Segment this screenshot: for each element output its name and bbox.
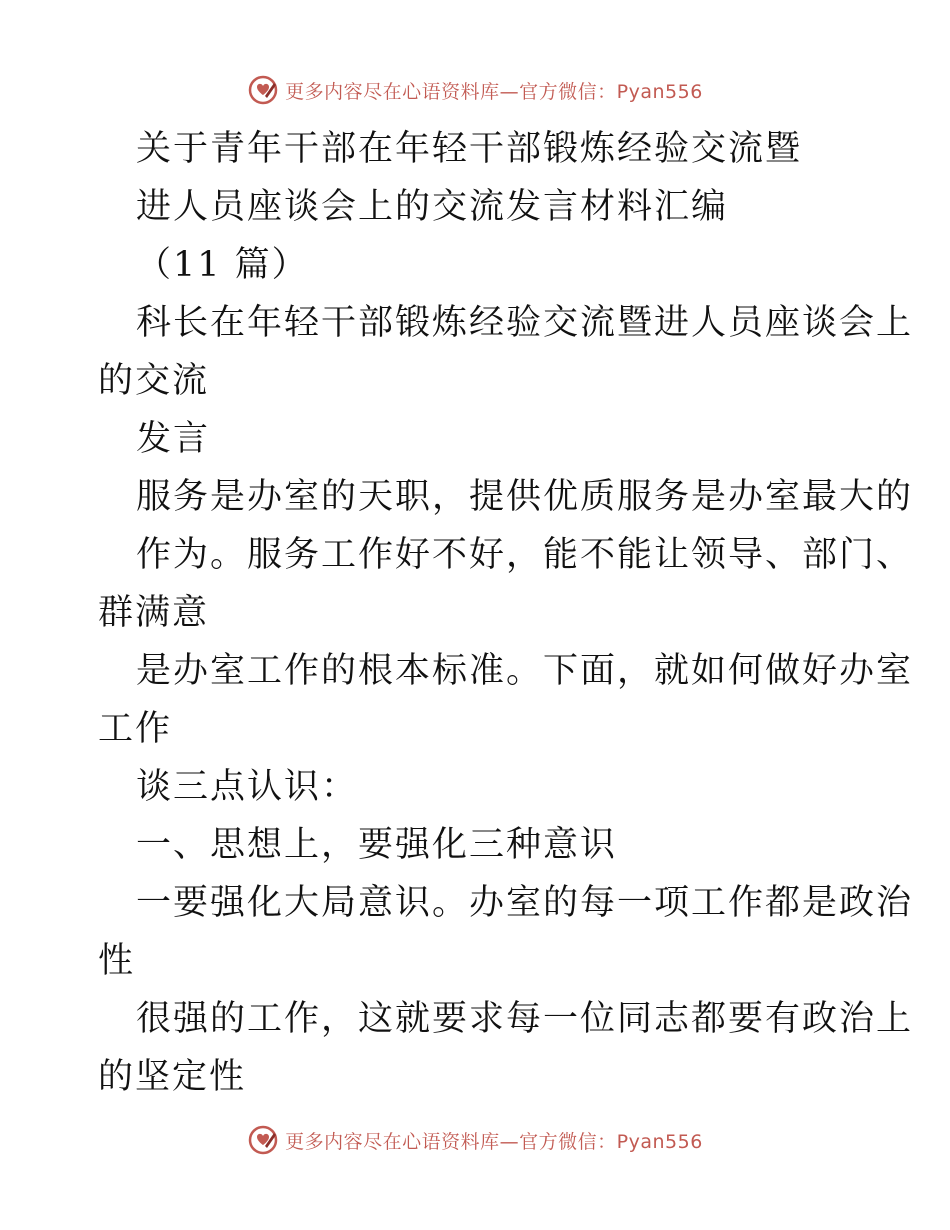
text-line: 群满意 (98, 593, 210, 633)
text-line: 科长在年轻干部锻炼经验交流暨进人员座谈会上 (136, 303, 914, 343)
header-banner (0, 72, 950, 108)
banner-text: 更多内容尽在心语资料库—官方微信：Pyan556 (285, 80, 703, 103)
title-line-1: 关于青年干部在年轻干部锻炼经验交流暨 (136, 129, 803, 169)
text-line: 工作 (98, 709, 173, 749)
heart-pen-logo-icon (247, 74, 279, 106)
text-line: 作为。服务工作好不好，能不能让领导、部门、 (136, 535, 914, 575)
text-line: 很强的工作，这就要求每一位同志都要有政治上 (136, 999, 914, 1039)
text-line: 服务是办室的天职，提供优质服务是办室最大的 (136, 477, 914, 517)
text-line: 的坚定性 (98, 1057, 247, 1097)
text-line: 性 (98, 941, 136, 981)
title-line-3: （11 篇） (136, 245, 309, 285)
text-line: 发言 (136, 419, 211, 459)
title-line-2: 进人员座谈会上的交流发言材料汇编 (136, 187, 729, 227)
text-line: 是办室工作的根本标准。下面，就如何做好办室 (136, 651, 914, 691)
heart-pen-logo-icon (247, 1124, 279, 1156)
footer-banner (0, 1122, 950, 1158)
banner-text: 更多内容尽在心语资料库—官方微信：Pyan556 (285, 1130, 703, 1153)
text-line: 谈三点认识： (136, 767, 359, 807)
section-heading: 一、思想上，要强化三种意识 (136, 825, 618, 865)
text-line: 的交流 (98, 361, 210, 401)
text-line: 一要强化大局意识。办室的每一项工作都是政治 (136, 883, 914, 923)
document-body (98, 120, 914, 1106)
